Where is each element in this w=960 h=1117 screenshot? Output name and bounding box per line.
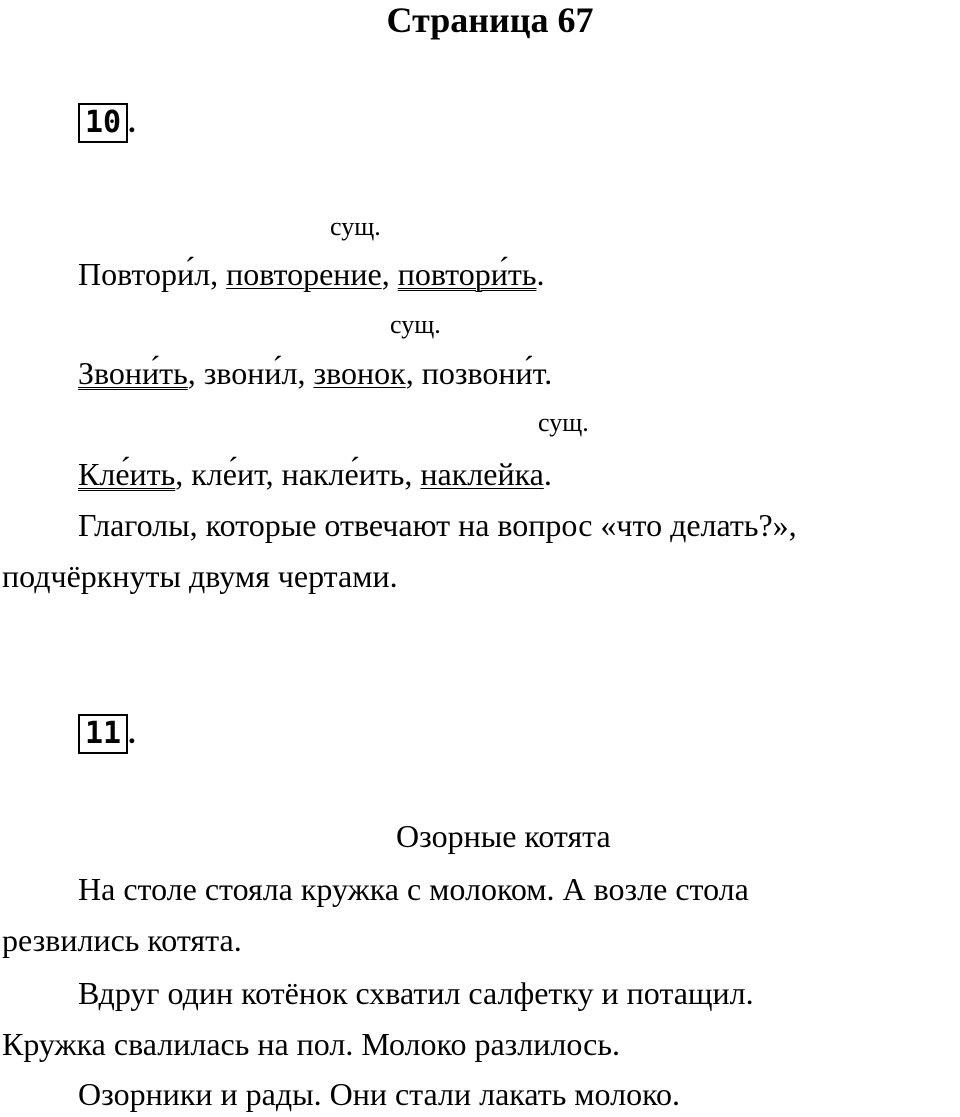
verb-double-underlined: Кле́ить	[78, 456, 176, 492]
story-title: Озорные котята	[396, 818, 611, 854]
verb-double-underlined: Звони́ть	[78, 355, 188, 391]
punct: .	[543, 456, 552, 492]
task-11-number	[78, 714, 136, 754]
pos-label-noun: сущ.	[538, 408, 589, 437]
noun-underlined: наклейка	[420, 456, 544, 492]
story-line: На столе стояла кружка с молоком. А возле стола	[78, 871, 749, 907]
story-line: резвились котята.	[2, 922, 242, 958]
noun-underlined: повторение	[226, 256, 382, 292]
note-line: Глаголы, которые отвечают на вопрос «что делать?»,	[78, 507, 797, 543]
punct: ,	[381, 256, 398, 292]
page-title: Страница 67	[386, 0, 594, 40]
task-number-dot: .	[128, 717, 136, 750]
task-number-box: 11	[78, 714, 128, 754]
words: , кле́ит, накле́ить,	[175, 456, 421, 492]
task-number-box: 10	[78, 103, 128, 143]
punct: ,	[210, 256, 227, 292]
pos-label-noun: сущ.	[330, 212, 381, 241]
word-row-3	[78, 454, 552, 494]
word: Повтори́л	[78, 256, 211, 292]
word-row-2	[78, 353, 552, 393]
task-10-number	[78, 103, 136, 143]
pos-label-noun: сущ.	[390, 310, 441, 339]
story-line: Вдруг один котёнок схватил салфетку и потащил.	[78, 975, 754, 1011]
task-number-dot: .	[128, 106, 136, 139]
word-row-1	[78, 254, 544, 294]
words: , звони́л,	[187, 355, 314, 391]
story-line: Озорники и рады. Они стали лакать молоко.	[78, 1076, 681, 1112]
punct: .	[536, 256, 545, 292]
words: , позвони́т.	[405, 355, 553, 391]
verb-double-underlined: повтори́ть	[397, 256, 537, 292]
story-line: Кружка свалилась на пол. Молоко разлилось.	[2, 1026, 620, 1062]
note-line: подчёркнуты двумя чертами.	[2, 558, 398, 594]
noun-underlined: звонок	[313, 355, 406, 391]
